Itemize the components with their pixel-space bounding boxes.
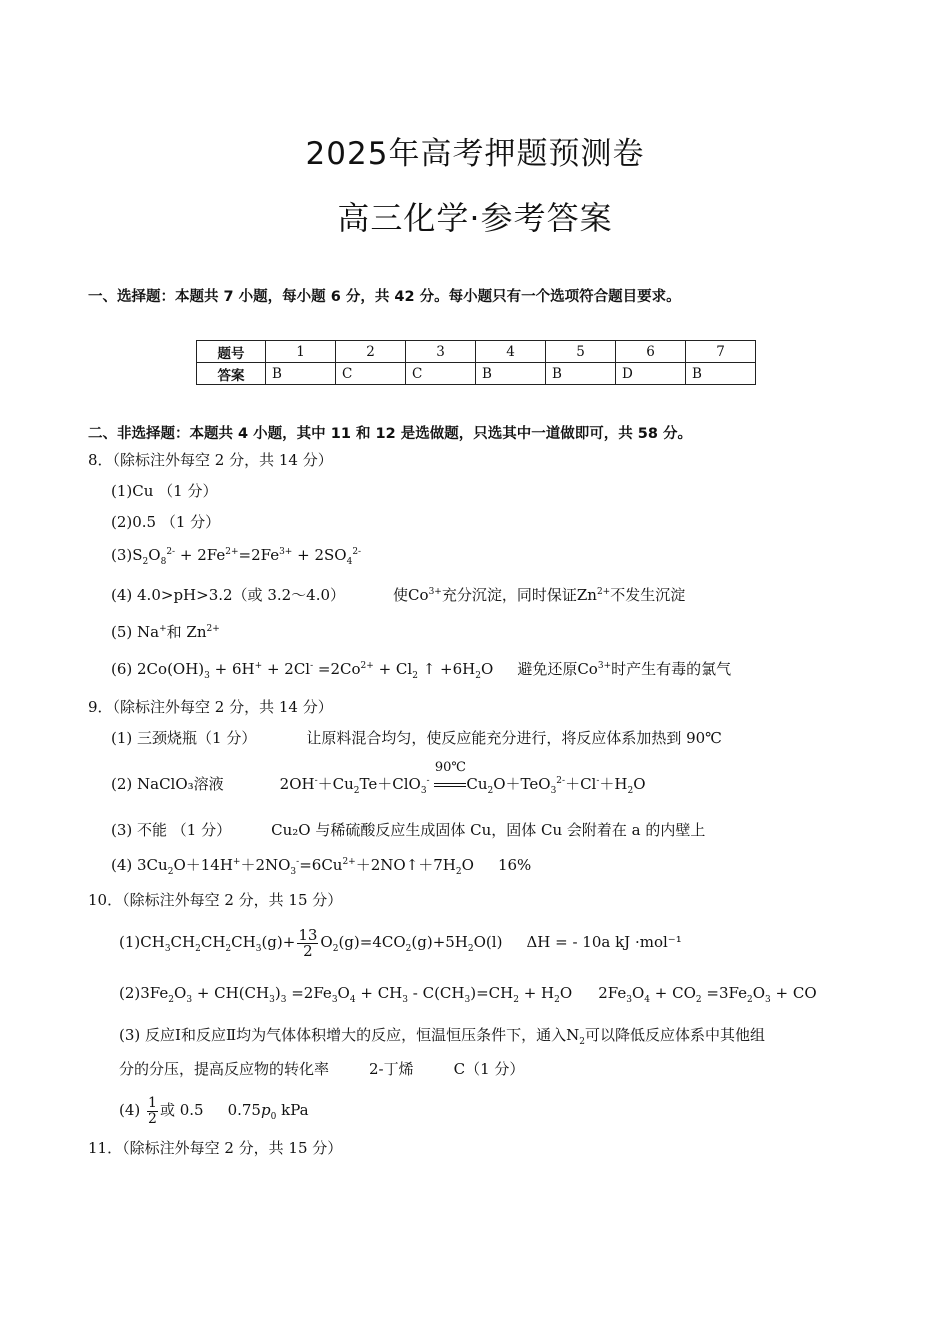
q9-answer-2: (2) NaClO₃溶液 $2OH^-+Cu_2Te+ClO_3^-$ 90℃ $Cu_2O+TeO_3^{2-}+Cl^-+H_2O$ [111, 760, 646, 796]
q10-answer-1: $(1)CH_3CH_2CH_2CH_3(g)+$ $\frac{13}{2}$ $O_2(g)=4CO_2(g)+5H_2O(l) \Delta H$ = - 10a kJ ·mol⁻¹ [119, 925, 682, 960]
exam-subtitle: 高三化学·参考答案 [337, 199, 613, 237]
table-cell: C [336, 363, 406, 385]
reaction-condition-temp: 90℃ [434, 760, 466, 775]
q9-answer-3-a: (3) 不能 （1 分） [111, 821, 232, 839]
table-row-numbers [197, 341, 756, 363]
q9-answer-2-a: (2) NaClO₃溶液 [111, 775, 224, 793]
table-cell: 7 [686, 341, 756, 363]
q10-answer-3-line1: (3) 反应Ⅰ和反应Ⅱ均为气体体积增大的反应，恒温恒压条件下，通入$N_2$可以降低反应体系中其他组 [119, 1026, 766, 1047]
answer-table [196, 340, 756, 385]
q8-answer-1: (1)Cu （1 分） [111, 482, 218, 500]
table-cell: 1 [266, 341, 336, 363]
q10-answer-3-text: (3) 反应Ⅰ和反应Ⅱ均为气体体积增大的反应，恒温恒压条件下，通入 [119, 1026, 567, 1044]
q10-answer-3-text-end: 可以降低反应体系中其他组 [585, 1026, 766, 1044]
row-label-question: 题号 [197, 341, 266, 363]
q8-answer-3: $(3)S_2O_8^{2-} + 2Fe^{2+}=2Fe^{3+} + 2SO_4^{2-}$ [111, 546, 362, 567]
q10-answer-4-label: (4) [119, 1101, 141, 1119]
q8-answer-6-reason: 避免还原 [517, 660, 578, 678]
q8-heading: 8．（除标注外每空 2 分，共 14 分） [88, 451, 333, 469]
table-row-answers [197, 363, 756, 385]
table-cell: B [476, 363, 546, 385]
exam-title: 2025年高考押题预测卷 [305, 136, 645, 172]
q8-answer-6-reason-end: 时产生有毒的氯气 [611, 660, 732, 678]
q11-heading: 11．（除标注外每空 2 分，共 15 分） [88, 1139, 343, 1157]
q10-answer-4-unit: kPa [281, 1101, 309, 1119]
q8-answer-6: (6) $2Co(OH)_3 + 6H^+ + 2Cl^- =2Co^{2+} + Cl_2$ ↑ $+6H_2O$ 避免还原$Co^{3+}$时产生有毒的氯气 [111, 660, 732, 681]
q9-answer-1 [111, 728, 722, 748]
q8-answer-4-text2: 充分沉淀，同时保证 [441, 586, 577, 604]
q10-heading: 10．（除标注外每空 2 分，共 15 分） [88, 891, 343, 909]
q10-answer-4-value: 0.75 [227, 1101, 261, 1119]
section2-heading: 二、非选择题：本题共 4 小题，其中 11 和 12 是选做题，只选其中一道做即可，共 58 分。 [88, 426, 693, 442]
table-cell: 6 [616, 341, 686, 363]
q8-answer-5-label: (5) [111, 623, 133, 641]
q9-answer-3 [111, 820, 705, 840]
q9-answer-4-percent: 16% [497, 856, 532, 874]
table-cell: D [616, 363, 686, 385]
q10-answer-3-line2-text: 分的分压，提高反应物的转化率 [119, 1060, 330, 1078]
table-cell: 5 [546, 341, 616, 363]
q9-answer-3-b: Cu₂O 与稀硫酸反应生成固体 Cu，固体 Cu 会附着在 a 的内壁上 [271, 821, 706, 839]
table-cell: B [546, 363, 616, 385]
q9-answer-1-a: (1) 三颈烧瓶（1 分） [111, 729, 257, 747]
table-cell: 4 [476, 341, 546, 363]
q10-enthalpy: ΔH = - 10a kJ ·mol⁻¹ [526, 933, 682, 951]
q8-answer-4-range: (4) 4.0>pH>3.2（或 3.2～4.0） [111, 586, 346, 604]
q10-answer-4: (4) $\frac{1}{2}$ 或 0.5 $0.75p_0$ kPa [119, 1094, 309, 1127]
q8-answer-4-end: 不发生沉淀 [610, 586, 686, 604]
table-cell: 3 [406, 341, 476, 363]
q10-answer-4-or: 或 0.5 [159, 1101, 204, 1119]
q8-answer-2: (2)0.5 （1 分） [111, 513, 221, 531]
q9-answer-1-b: 让原料混合均匀，使反应能充分进行，将反应体系加热到 90℃ [306, 729, 722, 747]
q8-answer-5-and: 和 [166, 623, 182, 641]
table-cell: 2 [336, 341, 406, 363]
table-cell: B [266, 363, 336, 385]
q10-answer-2: $(2)3Fe_2O_3 + CH(CH_3)_3 =2Fe_3O_4 + CH_3 - C(CH_3)=CH_2 + H_2O$ $2Fe_3O_4 + CO_2 =3Fe_2O_3$ + CO [119, 984, 817, 1005]
table-cell: B [686, 363, 756, 385]
reaction-condition [434, 760, 466, 794]
q10-answer-3-choice: C（1 分） [453, 1060, 525, 1078]
q10-answer-3-butene: 2-丁烯 [369, 1060, 414, 1078]
row-label-answer: 答案 [197, 363, 266, 385]
section1-heading: 一、选择题：本题共 7 小题，每小题 6 分，共 42 分。每小题只有一个选项符合题目要求。 [88, 289, 681, 305]
q10-answer-3-line2 [119, 1059, 524, 1079]
table-cell: C [406, 363, 476, 385]
q9-answer-4: (4) $3Cu_2O+14H^++2NO_3^-=6Cu^{2+}+2NO↑+7H_2O$ 16% [111, 856, 532, 877]
q9-heading: 9．（除标注外每空 2 分，共 14 分） [88, 698, 333, 716]
q8-answer-5: (5) Na+和 $Zn^{2+}$ [111, 623, 220, 641]
q8-answer-4: (4) 4.0>pH>3.2（或 3.2～4.0） 使$Co^{3+}$充分沉淀，同时保证$Zn^{2+}$不发生沉淀 [111, 586, 686, 604]
q8-answer-4-text: 使 [393, 586, 409, 604]
